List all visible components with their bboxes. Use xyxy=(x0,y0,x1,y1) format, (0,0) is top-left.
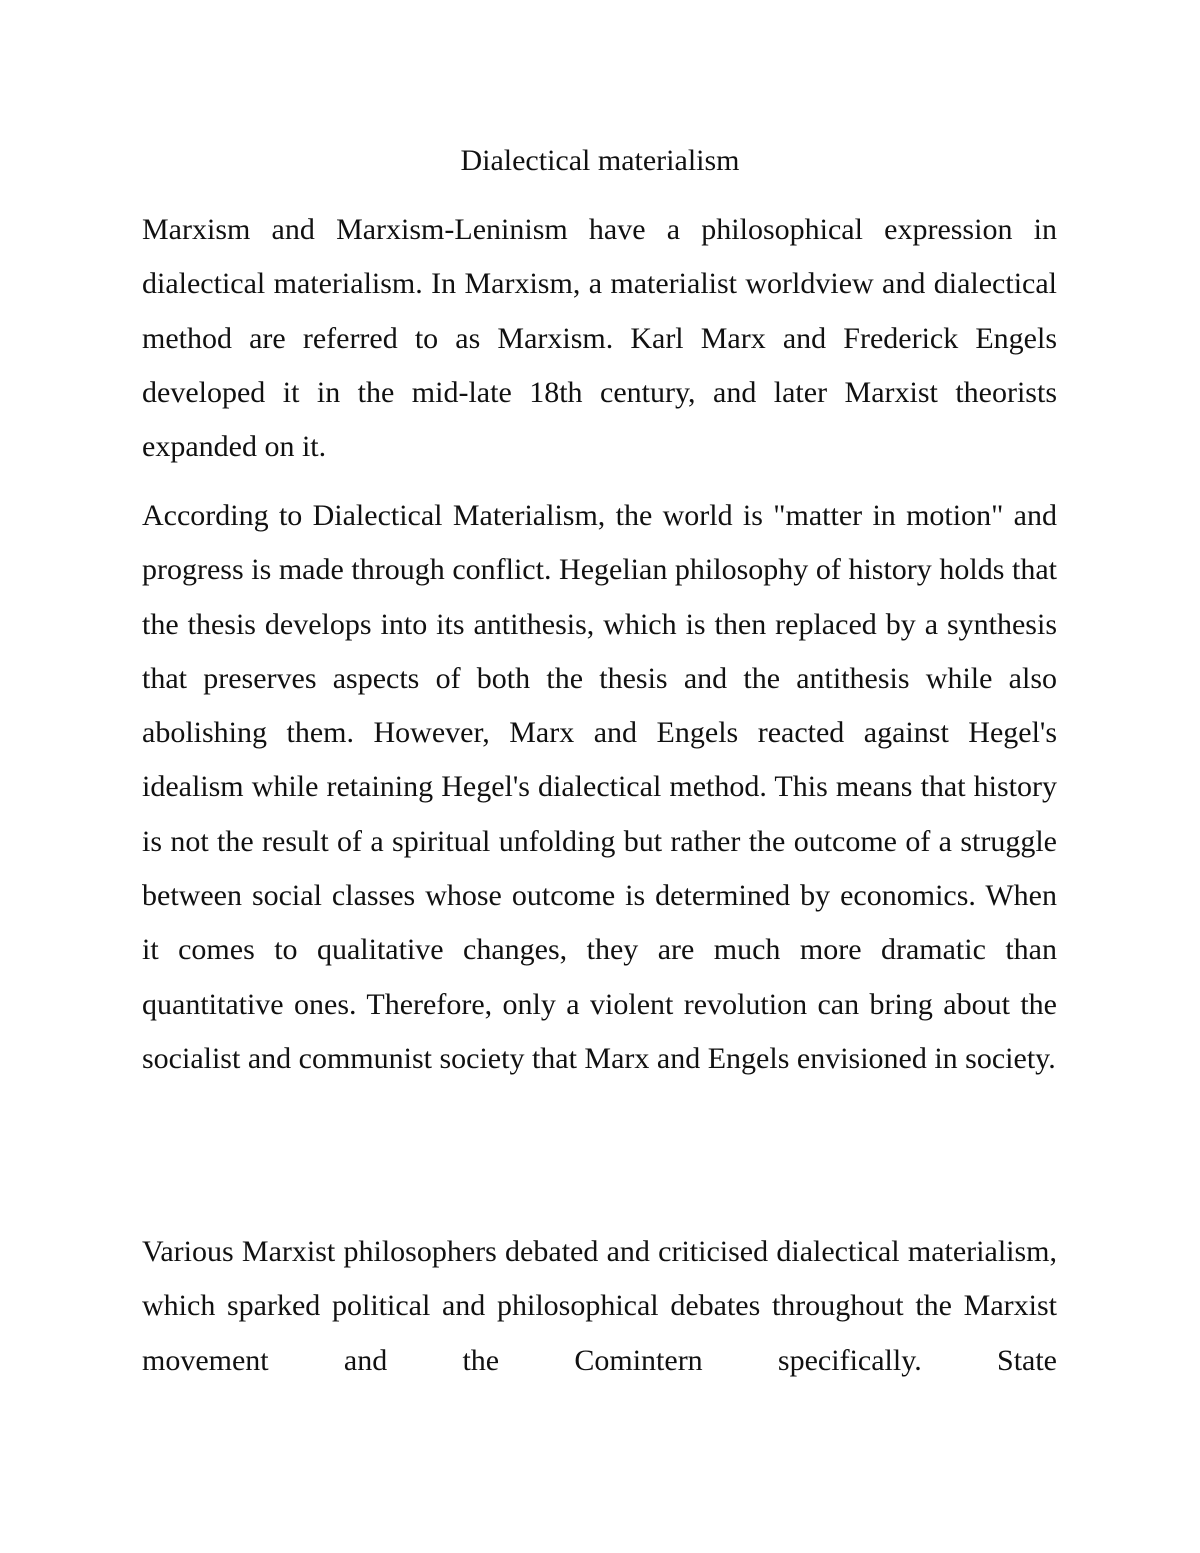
paragraph: Marxism and Marxism-Leninism have a philosophical expression in dialectical materialism. In Marxism, a materialist worldview and dialectical method are referred to as Marxism. Karl Marx and Frederick Engels developed it in the mid-late 18th century, and later Marxist theorists expanded on it. xyxy=(142,213,1057,464)
paragraph: According to Dialectical Materialism, the world is "matter in motion" and progress is made through conflict. Hegelian philosophy of history holds that the thesis develops into its antithesis, which is then replaced by a synthesis that preserves aspects of both the thesis and the antithesis while also abolishing them. However, Marx and Engels reacted against Hegel's idealism while retaining Hegel's dialectical method. This means that history is not the result of a spiritual unfolding but rather the outcome of a struggle between social classes whose outcome is determined by economics. When it comes to qualitative changes, they are much more dramatic than quantitative ones. Therefore, only a violent revolution can bring about the socialist and communist society that Marx and Engels envisioned in society. xyxy=(142,499,1057,1075)
paragraph: Various Marxist philosophers debated and criticised dialectical materialism, which sparked political and philosophical debates throughout the Marxist movement and the Comintern specifically. State xyxy=(142,1235,1057,1377)
document-title: Dialectical materialism xyxy=(460,144,740,177)
